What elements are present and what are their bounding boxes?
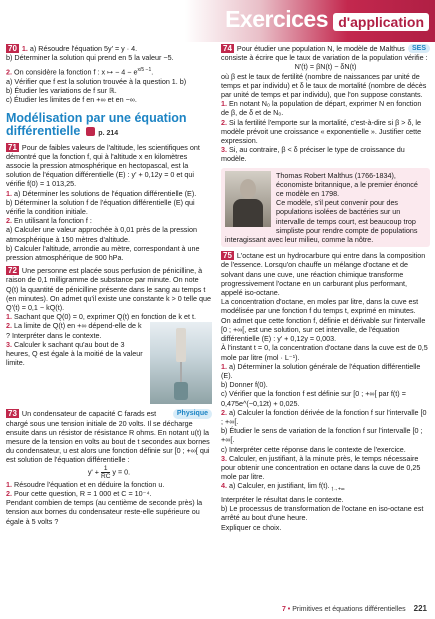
exercise-intro: Pour étudier une population N, le modèle de Malthus consiste à écrire que le taux de variation de la population vérifie : bbox=[221, 44, 428, 63]
fraction-denominator: RC bbox=[101, 472, 111, 480]
fraction bbox=[101, 465, 110, 480]
question-text: En notant N₀ la population de départ, exprimer N en fonction de β, de δ et de N₀. bbox=[221, 99, 422, 118]
question-text: Interpréter le résultat dans le contexte. bbox=[221, 494, 344, 504]
header-tag: d'application bbox=[333, 13, 429, 31]
question-text: Si, au contraire, β < δ préciser le type de croissance du modèle. bbox=[221, 145, 405, 164]
exercise-paragraph: La concentration d'octane, en moles par litre, dans la cuve est modélisée par une fonction f du temps t, exprimé en minutes. bbox=[221, 297, 419, 316]
exercise-70: 70 1. a) Résoudre l'équation 5y' = y · 4. b) Déterminer la solution qui prend en 5 la valeur −5. 2. On considère la fonction f : x ↦ − $4 - e^{x/5 -1}$. a) Vérifier que f est la solution trouvée à la question 1. b) b) Étudier les variations de f sur ℝ. c) Étudier les limites de f en +∞ et en −∞. bbox=[6, 44, 212, 105]
iv-tube-shape bbox=[180, 362, 182, 384]
punctuation: . bbox=[151, 67, 154, 77]
exercise-73: 73 Physique Un condensateur de capacité C farads est chargé sous une tension initiale de 20 volts. Il se décharge ensuite dans un résistor de résistance R ohms. En notant u(t) la mesure de la tension en volts au bout de t secondes aux bornes du condensateur, u est alors une fonction définie sur [0 ; +∞[ qui est solution de l'équation différentielle : y' + $\frac{1}{RC}$ y = 0. 1. Résoudre l'équation et en déduire la fonction u. 2. Pour cette question, R = 1 000 et C = 10⁻⁴. Pendant combien de temps (au centième de seconde près) la tension aux bornes du condensateur reste-elle supérieure ou égale à 5 volts ? bbox=[6, 409, 212, 525]
exercise-intro: Une personne est placée sous perfusion de pénicilline, à raison de 0,1 milligramme de substance par minute. On note Q(t) la quantité de pénicilline présente dans le sang au temps t (en minutes). On admet qu'il existe une constante k > 0 telle que Q'(t) = 0,1 − kQ(t). bbox=[6, 266, 211, 313]
header-title: Exercices bbox=[225, 6, 328, 32]
malthus-portrait bbox=[225, 171, 271, 227]
section-reference[interactable]: p. 214 bbox=[98, 129, 119, 137]
perfusion-photo bbox=[150, 322, 212, 404]
question-text: La limite de Q(t) en +∞ dépend-elle de k ? Interpréter dans le contexte. bbox=[6, 321, 142, 340]
question-text: b) Le processus de transformation de l'octane en iso-octane est arrêté au bout d'une heure. bbox=[221, 504, 424, 523]
limit-subscript: t→+∞ bbox=[331, 486, 345, 493]
question-text: a) Calculer, en justifiant, lim f(t). bbox=[229, 481, 330, 491]
equation-left: y' + bbox=[87, 467, 99, 477]
exercise-number: 75 bbox=[223, 251, 232, 261]
exercise-75: 75 L'octane est un hydrocarbure qui entre dans la composition de l'essence. Lorsqu'on chauffe un mélange d'octane et de solvant dans une cuve, une réaction chimique transforme progressivement l'octane en un carburant plus performant, appelé iso-octane. La concentration d'octane, en moles par litre, dans la cuve est modélisée par une fonction f du temps t, exprimé en minutes. On admet que cette fonction f, définie et dérivable sur l'intervalle [0 ; +∞[, est une solution, sur cet intervalle, de l'équation différentielle (E) : y' + 0,12y = 0,003. À l'instant t = 0, la concentration d'octane dans la cuve est de 0,5 mole par litre (mol · L⁻¹). 1. a) Déterminer la solution générale de l'équation différentielle (E). b) Donner f(0). c) Vérifier que la fonction f est définie sur [0 ; +∞[ par f(t) = 0,475e^(−0,12t) + 0,025. 2. a) Calculer la fonction dérivée de la fonction f sur l'intervalle [0 ; +∞[. b) Étudier le sens de variation de la fonction f sur l'intervalle [0 ; +∞[. c) Interpréter cette réponse dans le contexte de l'exercice. 3. Calculer, en justifiant, à la minute près, le temps nécessaire pour obtenir une concentration en octane dans la cuve de 0,25 mole par litre. 4. a) Calculer, en justifiant, lim f(t). $_{t\to+\infty}$ Interpréter le résultat dans le contexte. b) Le processus de transformation de l'octane en iso-octane est arrêté au bout d'une heure. Expliquer ce choix. bbox=[221, 251, 430, 532]
question-text: Calculer, en justifiant, à la minute près, le temps nécessaire pour obtenir une concentration en octane dans la cuve de 0,25 mole par litre. bbox=[221, 453, 421, 482]
exercise-number: 70 bbox=[8, 44, 17, 53]
iv-bag-shape bbox=[176, 328, 186, 362]
question-text: a) Calculer la fonction dérivée de la fonction f sur l'intervalle [0 ; +∞[. bbox=[221, 407, 427, 426]
page-header bbox=[0, 0, 435, 42]
exercise-number: 71 bbox=[8, 142, 17, 152]
question-text: Expliquer ce choix. bbox=[221, 522, 282, 532]
question-text: a) Calculer une valeur approchée à 0,01 près de la pression atmosphérique à 150 mètres d'altitude. bbox=[6, 225, 197, 244]
question-text: En utilisant la fonction f : bbox=[14, 216, 92, 226]
right-column bbox=[221, 44, 430, 532]
question-text: b) Calculer l'altitude, arrondie au mètre, correspondant à une pression atmosphérique de 900 hPa. bbox=[6, 243, 200, 263]
question-text: Sachant que Q(0) = 0, exprimer Q(t) en fonction de k et t. bbox=[14, 312, 196, 322]
page-footer: 7 • Primitives et équations différentielles 221 bbox=[281, 604, 427, 613]
portrait-body-shape bbox=[233, 199, 263, 227]
chapter-number: 7 bbox=[281, 606, 286, 613]
exercise-number: 72 bbox=[8, 266, 17, 276]
question-text: b) Donner f(0). bbox=[221, 380, 268, 390]
exercise-72: 72 Une personne est placée sous perfusion de pénicilline, à raison de 0,1 milligramme de substance par minute. On note Q(t) la quantité de pénicilline présente dans le sang au temps t (en minutes). On admet qu'il existe une constante k > 0 telle que Q'(t) = 0,1 − kQ(t). 1. Sachant que Q(0) = 0, exprimer Q(t) en fonction de k et t. 2. La limite de Q(t) en +∞ dépend-elle de k ? Interpréter dans le contexte. 3. Calculer k sachant qu'au bout de 3 heures, Q est égale à la moitié de la valeur limite. bbox=[6, 266, 212, 367]
exercise-74: 74 SES Pour étudier une population N, le modèle de Malthus consiste à écrire que le taux de variation de la population vérifie : N'(t) = βN(t) − δN(t) où β est le taux de fertilité (nombre de naissances par unité de temps et par individu) et δ le taux de mortalité (nombre de décès par unité de temps et par individu), que l'on suppose constants. 1. En notant N₀ la population de départ, exprimer N en fonction de β, de δ et de N₀. 2. Si la fertilité l'emporte sur la mortalité, c'est-à-dire si β > δ, le modèle prévoit une croissance « exponentielle ». Justifier cette expression. 3. Si, au contraire, β < δ préciser le type de croissance du modèle. Thomas Robert Malthus (1766-1834), économiste britannique, a le premier énoncé ce modèle en 1798. Ce modèle, s'il peut convenir pour des populations isolées de bactéries sur un intervalle de temps court, est beaucoup trop simpliste pour rendre compte de populations interagissant avec leur milieu, comme la nôtre. bbox=[221, 44, 430, 247]
question-text: a) Résoudre l'équation 5y' = y · 4. bbox=[29, 44, 138, 53]
subject-badge: SES bbox=[408, 44, 430, 53]
exercise-71: 71 Pour de faibles valeurs de l'altitude, les scientifiques ont démontré que la fonction f, qui à l'altitude x en kilomètres associe la pression atmosphérique en hectopascal, est la solution de l'équation différentielle (E) : y' + 0,12y = 0 et qui vérifie f(0) = 1 013,25. 1. a) Déterminer les solutions de l'équation différentielle (E). b) Déterminer la solution f de l'équation différentielle (E) qui vérifie la condition initiale. 2. En utilisant la fonction f : a) Calculer une valeur approchée à 0,01 près de la pression atmosphérique à 150 mètres d'altitude. b) Calculer l'altitude, arrondie au mètre, correspondant à une pression atmosphérique de 900 hPa. bbox=[6, 143, 212, 263]
section-heading: Modélisation par une équation différentielle bbox=[6, 110, 187, 138]
question-text: a) Vérifier que f est la solution trouvée à la question 1. b) bbox=[6, 77, 187, 86]
question-text: Pour cette question, R = 1 000 et C = 10⁻⁴. bbox=[14, 488, 152, 498]
biography-text: Thomas Robert Malthus (1766-1834), économiste britannique, a le premier énoncé ce modèle en 1798. bbox=[276, 170, 418, 199]
exponent: x/5 −1 bbox=[137, 67, 152, 74]
exercise-paragraph: À l'instant t = 0, la concentration d'octane dans la cuve est de 0,5 mole par litre (mol · L⁻¹). bbox=[221, 343, 428, 362]
question-text: a) Déterminer les solutions de l'équation différentielle (E). bbox=[14, 188, 197, 198]
malthus-equation: N'(t) = βN(t) − δN(t) bbox=[294, 62, 357, 72]
exercise-intro: L'octane est un hydrocarbure qui entre dans la composition de l'essence. Lorsqu'on chauffe un mélange d'octane et de solvant dans une cuve, une réaction chimique transforme progressivement l'octane en un carburant plus performant, appelé iso-octane. bbox=[221, 251, 426, 298]
exercise-intro: Pour de faibles valeurs de l'altitude, les scientifiques ont démontré que la fonction f, qui à l'altitude x en kilomètres associe la pression atmosphérique en hectopascal, est la solution de l'équation différentielle (E) : y' + 0,12y = 0 et qui vérifie f(0) = 1 013,25. bbox=[6, 142, 200, 189]
book-icon bbox=[86, 127, 95, 136]
question-text: c) Vérifier que la fonction f est définie sur [0 ; +∞[ par f(t) = 0,475e^(−0,12t) + 0,025. bbox=[221, 389, 406, 408]
exercise-number: 74 bbox=[223, 44, 232, 53]
question-text: Calculer k sachant qu'au bout de 3 heures, Q est égale à la moitié de la valeur limite. bbox=[6, 339, 143, 368]
question-text: Pendant combien de temps (au centième de seconde près) la tension aux bornes du condensateur reste-elle supérieure ou égale à 5 volts ? bbox=[6, 498, 203, 526]
question-text: c) Étudier les limites de f en +∞ et en −∞. bbox=[6, 95, 137, 105]
question-text: b) Déterminer la solution qui prend en 5 la valeur −5. bbox=[6, 53, 174, 63]
exercise-paragraph: On admet que cette fonction f, définie et dérivable sur l'intervalle [0 ; +∞[, est une solution, sur cet intervalle, de l'équation différentielle (E) : y' + 0,12y = 0,003. bbox=[221, 315, 426, 344]
exercise-definition: où β est le taux de fertilité (nombre de naissances par unité de temps et par individu) et δ le taux de mortalité (nombre de décès par unité de temps et par individu), que l'on suppose constants. bbox=[221, 71, 427, 100]
chapter-title: Primitives et équations différentielles bbox=[292, 606, 406, 613]
subject-badge: Physique bbox=[173, 409, 212, 418]
question-text: b) Étudier les variations de f sur ℝ. bbox=[6, 86, 117, 96]
malthus-biography-box bbox=[221, 168, 430, 248]
equation-right: y = 0. bbox=[112, 467, 131, 477]
question-text: Résoudre l'équation et en déduire la fonction u. bbox=[14, 479, 165, 489]
differential-equation bbox=[6, 465, 212, 480]
question-text: Si la fertilité l'emporte sur la mortalité, c'est-à-dire si β > δ, le modèle prévoit une croissance « exponentielle ». Justifier cette expression. bbox=[221, 117, 422, 146]
question-text: c) Interpréter cette réponse dans le contexte de l'exercice. bbox=[221, 444, 406, 454]
exercise-number: 73 bbox=[8, 409, 17, 419]
biography-text: Ce modèle, s'il peut convenir pour des populations isolées de bactéries sur un intervalle de temps court, est beaucoup trop simpliste pour rendre compte de populations interagissant avec leur milieu, comme la nôtre. bbox=[225, 198, 418, 245]
section-title bbox=[6, 112, 212, 140]
page-number: 221 bbox=[413, 604, 427, 613]
iv-chamber-shape bbox=[174, 382, 188, 400]
fraction-numerator: 1 bbox=[101, 465, 110, 473]
left-column bbox=[6, 44, 212, 526]
question-text: a) Déterminer la solution générale de l'équation différentielle (E). bbox=[221, 361, 421, 380]
portrait-head-shape bbox=[240, 179, 256, 199]
question-text: b) Déterminer la solution f de l'équation différentielle (E) qui vérifie la condition initiale. bbox=[6, 197, 195, 217]
exercise-intro: Un condensateur de capacité C farads est chargé sous une tension initiale de 20 volts. Il se décharge ensuite dans un résistor de résistance R ohms. En notant u(t) la mesure de la tension en volts au bout de t secondes aux bornes du condensateur, u est alors une fonction définie sur [0 ; +∞[ qui est solution de l'équation différentielle : bbox=[6, 409, 210, 465]
question-text: b) Étudier le sens de variation de la fonction f sur l'intervalle [0 ; +∞[. bbox=[221, 426, 423, 445]
question-text: On considère la fonction f : x ↦ − 4 − e bbox=[14, 67, 138, 77]
